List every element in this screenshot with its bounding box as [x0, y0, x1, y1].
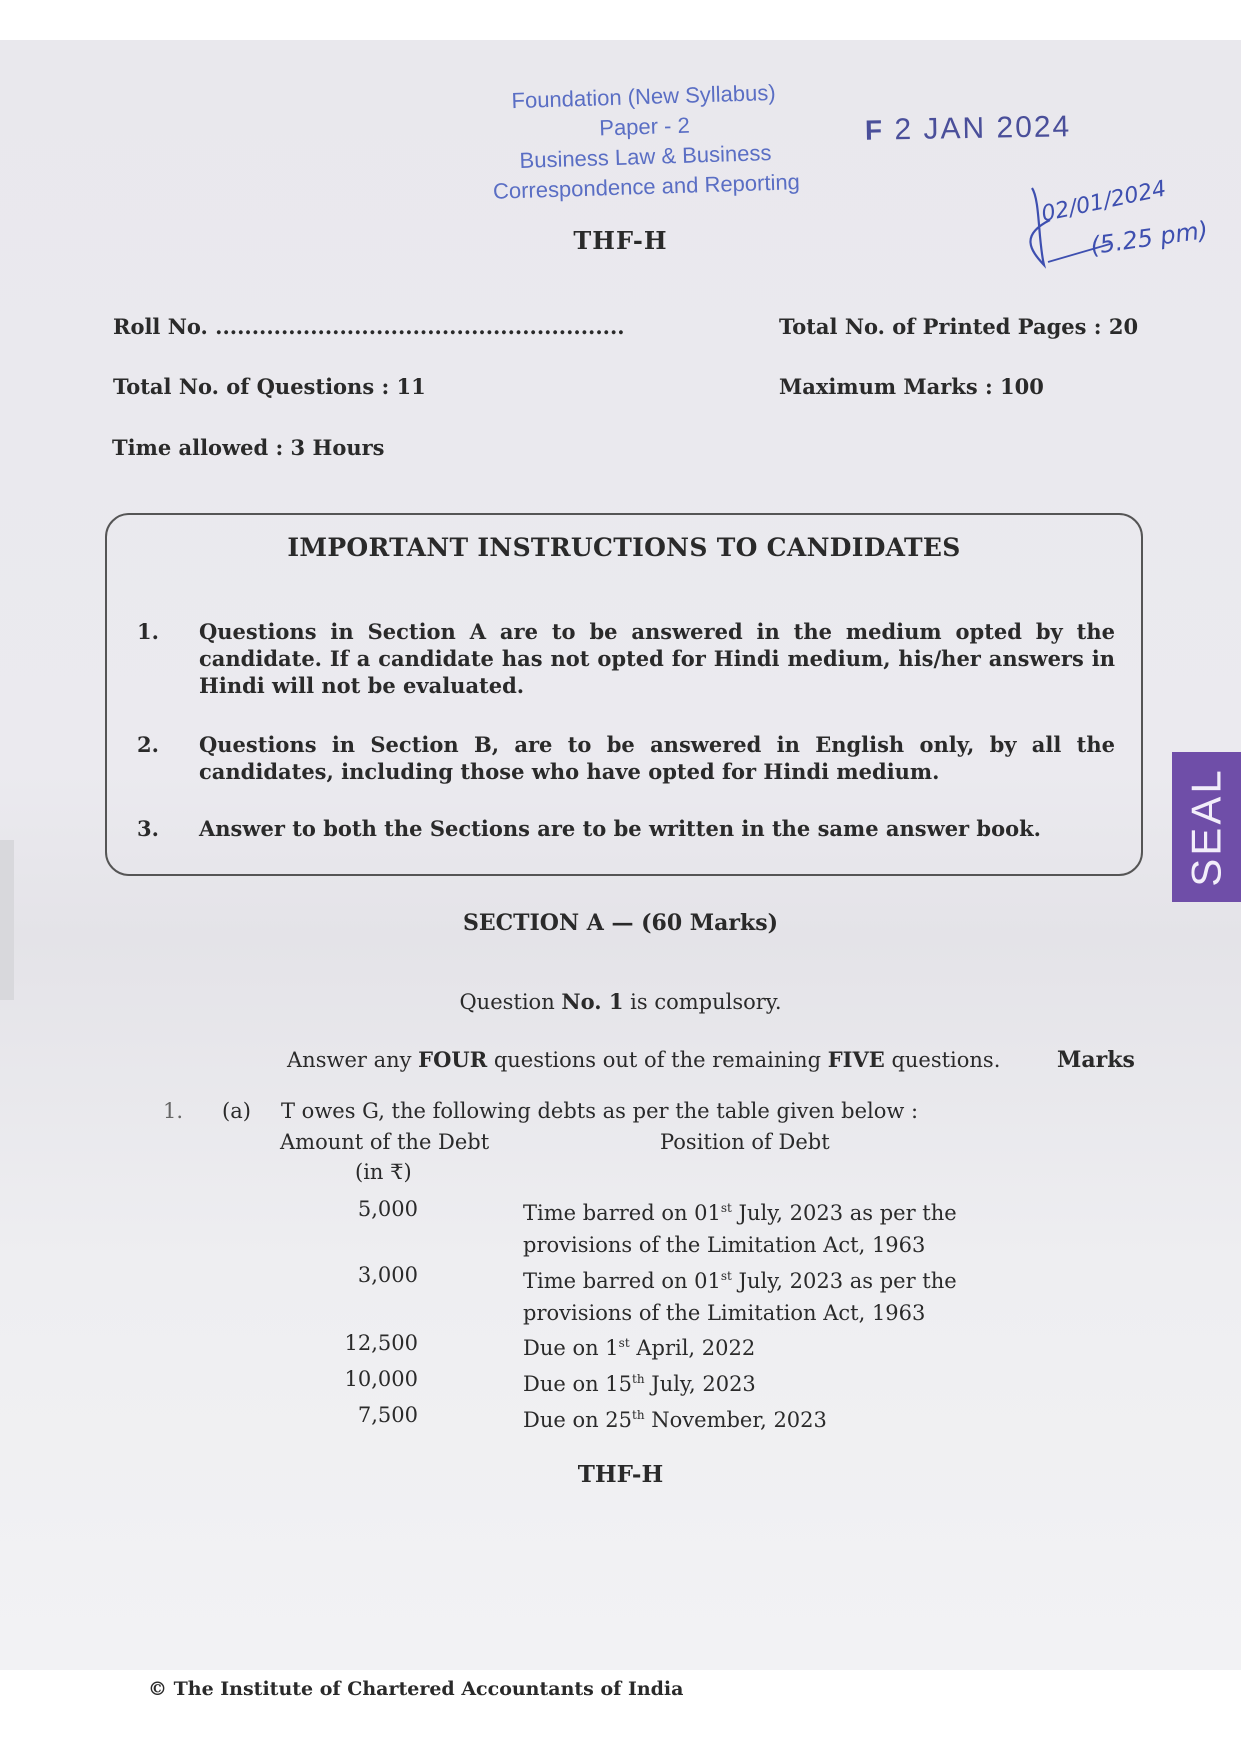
- footer-paper-code: THF-H: [577, 1461, 664, 1488]
- roll-no: Roll No. ........................................................: [113, 314, 625, 339]
- max-marks: Maximum Marks : 100: [779, 374, 1044, 399]
- debt-position: [523, 1327, 755, 1364]
- instruction-number: 1.: [137, 619, 159, 644]
- position-text: Due on 1: [523, 1336, 619, 1360]
- answer-five: FIVE: [827, 1047, 885, 1072]
- stamp-line: Foundation (New Syllabus): [511, 79, 776, 114]
- answer-post: questions.: [884, 1048, 1001, 1072]
- position-text: November, 2023: [644, 1408, 827, 1432]
- handwritten-date: 02/01/2024: [1039, 176, 1169, 228]
- debt-amount: 10,000: [344, 1367, 418, 1391]
- position-text: July, 2023: [644, 1372, 756, 1396]
- instruction-text: Questions in Section B, are to be answered in English only, by all the candidates, including those who have opted for Hindi medium.: [199, 732, 1115, 784]
- position-text: Time barred on 01: [523, 1201, 721, 1225]
- instruction-text: Answer to both the Sections are to be written in the same answer book.: [199, 816, 1041, 841]
- instruction-item: [137, 618, 1115, 699]
- position-sup: th: [632, 1372, 645, 1386]
- debt-position: [523, 1260, 957, 1329]
- question-intro: T owes G, the following debts as per the table given below :: [281, 1099, 919, 1123]
- position-text: July, 2023 as per the: [731, 1201, 957, 1225]
- question-part: (a): [222, 1099, 251, 1123]
- debt-amount: 5,000: [357, 1197, 418, 1221]
- column-position: Position of Debt: [660, 1130, 830, 1154]
- debt-amount: 3,000: [357, 1263, 418, 1287]
- position-sup: st: [720, 1201, 732, 1215]
- stamp-line: Paper - 2: [598, 112, 691, 141]
- stamp-line: Business Law & Business: [519, 140, 772, 173]
- seal-tab: [1172, 752, 1241, 902]
- syllabus-stamp: [468, 77, 822, 208]
- instruction-item: [137, 731, 1115, 785]
- position-text: April, 2022: [629, 1336, 756, 1360]
- column-amount: Amount of the Debt: [280, 1130, 490, 1154]
- debt-position: [523, 1192, 957, 1261]
- instruction-item: [137, 815, 1115, 842]
- instruction-number: 2.: [137, 732, 159, 757]
- copyright: © The Institute of Chartered Accountants of India: [148, 1678, 684, 1700]
- position-text: provisions of the Limitation Act, 1963: [523, 1301, 926, 1325]
- printed-pages: Total No. of Printed Pages : 20: [779, 314, 1139, 339]
- answer-pre: Answer any: [287, 1048, 419, 1072]
- date-flag: F: [864, 114, 885, 146]
- handwritten-time: (5.25 pm): [1088, 215, 1210, 261]
- instructions-box: [105, 513, 1143, 876]
- position-text: provisions of the Limitation Act, 1963: [523, 1233, 926, 1257]
- compulsory-pre: Question: [459, 990, 562, 1014]
- position-sup: st: [720, 1269, 732, 1283]
- seal-label: SEAL: [1182, 767, 1230, 887]
- debt-amount: 7,500: [357, 1403, 418, 1427]
- date-text: 2 JAN 2024: [894, 110, 1072, 147]
- total-questions: Total No. of Questions : 11: [113, 374, 426, 399]
- position-text: Due on 15: [523, 1372, 633, 1396]
- position-sup: st: [618, 1336, 630, 1350]
- question-number: 1.: [163, 1099, 184, 1123]
- debt-position: [523, 1399, 827, 1436]
- compulsory-note: [0, 989, 1241, 1014]
- time-allowed: Time allowed : 3 Hours: [112, 435, 385, 460]
- instruction-text: Questions in Section A are to be answered in the medium opted by the candidate. If a candidate has not opted for Hindi medium, his/her answers in Hindi will not be evaluated.: [199, 619, 1115, 698]
- compulsory-post: is compulsory.: [623, 990, 782, 1014]
- column-amount-unit: (in ₹): [355, 1160, 412, 1184]
- position-text: July, 2023 as per the: [731, 1269, 957, 1293]
- instructions-title: IMPORTANT INSTRUCTIONS TO CANDIDATES: [287, 533, 961, 562]
- paper-code: THF-H: [573, 226, 668, 255]
- compulsory-bold: No. 1: [561, 989, 624, 1014]
- date-stamp: [865, 110, 1072, 148]
- stamp-line: Correspondence and Reporting: [492, 169, 801, 204]
- answer-four: FOUR: [418, 1047, 488, 1072]
- instruction-number: 3.: [137, 816, 159, 841]
- position-text: Time barred on 01: [523, 1269, 721, 1293]
- debt-position: [523, 1363, 756, 1400]
- position-sup: th: [632, 1408, 645, 1422]
- position-text: Due on 25: [523, 1408, 633, 1432]
- debt-amount: 12,500: [344, 1331, 418, 1355]
- answer-mid: questions out of the remaining: [487, 1048, 828, 1072]
- answer-note: [287, 1047, 1000, 1072]
- marks-label: Marks: [1057, 1047, 1135, 1073]
- section-title: SECTION A — (60 Marks): [462, 910, 779, 936]
